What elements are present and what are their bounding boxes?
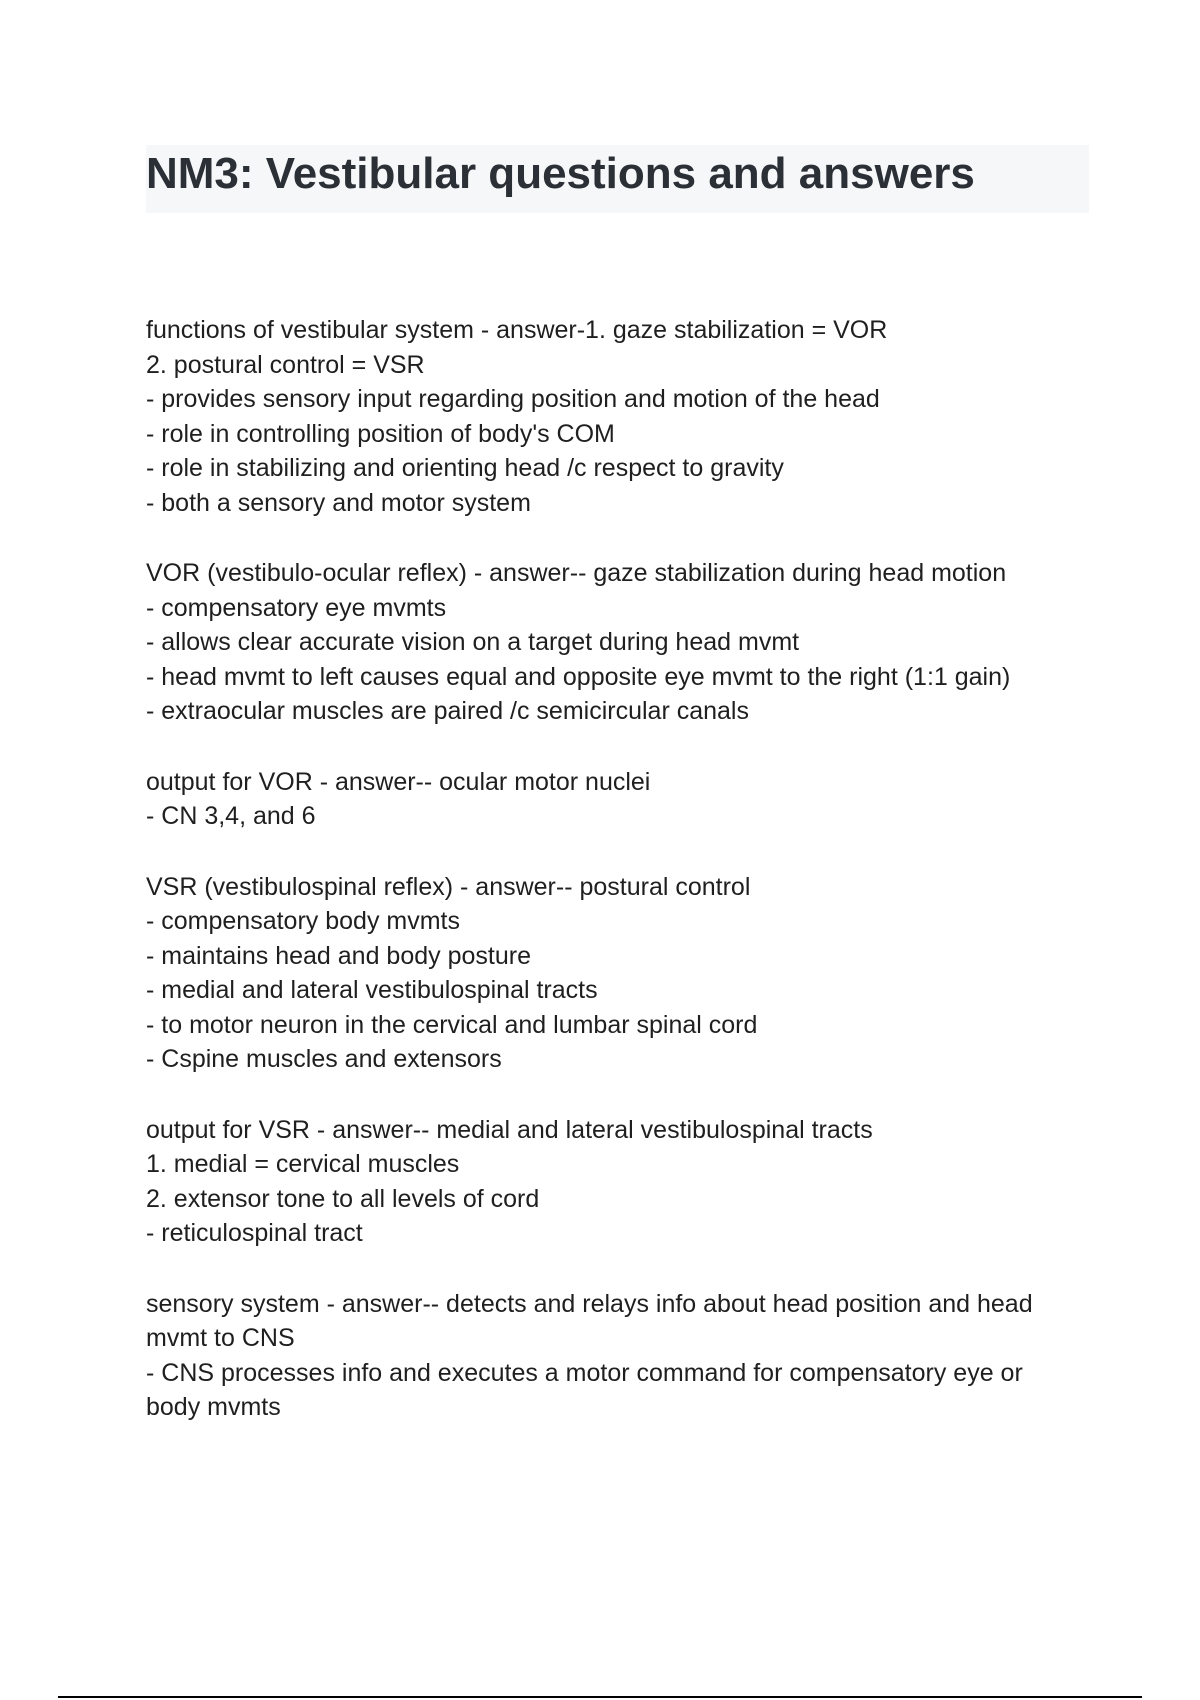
qa-line: VSR (vestibulospinal reflex) - answer-- postural control <box>146 872 751 901</box>
qa-block-vsr-output <box>146 1113 1086 1251</box>
qa-line: - reticulospinal tract <box>146 1219 363 1247</box>
title-banner <box>146 145 1089 213</box>
qa-line: - to motor neuron in the cervical and lumbar spinal cord <box>146 1010 758 1039</box>
qa-block-vor <box>146 556 1086 729</box>
qa-line: - both a sensory and motor system <box>146 488 531 517</box>
qa-line: sensory system - answer-- detects and relays info about head position and head <box>146 1289 1033 1318</box>
qa-line: mvmt to CNS <box>146 1324 295 1352</box>
qa-line: - allows clear accurate vision on a target during head mvmt <box>146 628 800 656</box>
qa-line: 2. extensor tone to all levels of cord <box>146 1184 540 1213</box>
qa-block-vsr <box>146 870 1086 1077</box>
qa-line: - compensatory body mvmts <box>146 907 460 935</box>
qa-line: output for VOR - answer-- ocular motor nuclei <box>146 767 651 796</box>
qa-line: - role in controlling position of body's COM <box>146 419 615 448</box>
qa-block-functions <box>146 313 1086 520</box>
qa-line: - maintains head and body posture <box>146 941 531 970</box>
qa-block-vor-output <box>146 765 1086 834</box>
qa-line: - compensatory eye mvmts <box>146 593 447 622</box>
qa-line: output for VSR - answer-- medial and lateral vestibulospinal tracts <box>146 1115 873 1144</box>
qa-line: 2. postural control = VSR <box>146 350 425 379</box>
qa-line: - Cspine muscles and extensors <box>146 1045 502 1073</box>
qa-line: VOR (vestibulo-ocular reflex) - answer-- gaze stabilization during head motion <box>146 559 1007 587</box>
qa-line: - role in stabilizing and orienting head /c respect to gravity <box>146 454 784 482</box>
qa-line: - CNS processes info and executes a motor command for compensatory eye or <box>146 1358 1023 1387</box>
qa-content <box>146 313 1086 1461</box>
qa-line: - extraocular muscles are paired /c semicircular canals <box>146 697 749 725</box>
qa-line: - CN 3,4, and 6 <box>146 802 316 830</box>
qa-line: functions of vestibular system - answer-1. gaze stabilization = VOR <box>146 316 888 344</box>
qa-line: - provides sensory input regarding position and motion of the head <box>146 385 880 413</box>
page-title: NM3: Vestibular questions and answers <box>146 149 975 198</box>
footer-divider <box>58 1696 1142 1698</box>
qa-line: - medial and lateral vestibulospinal tracts <box>146 976 598 1004</box>
qa-line: body mvmts <box>146 1393 281 1421</box>
qa-line: - head mvmt to left causes equal and opposite eye mvmt to the right (1:1 gain) <box>146 662 1011 691</box>
qa-line: 1. medial = cervical muscles <box>146 1150 460 1178</box>
qa-block-sensory-system <box>146 1287 1086 1425</box>
